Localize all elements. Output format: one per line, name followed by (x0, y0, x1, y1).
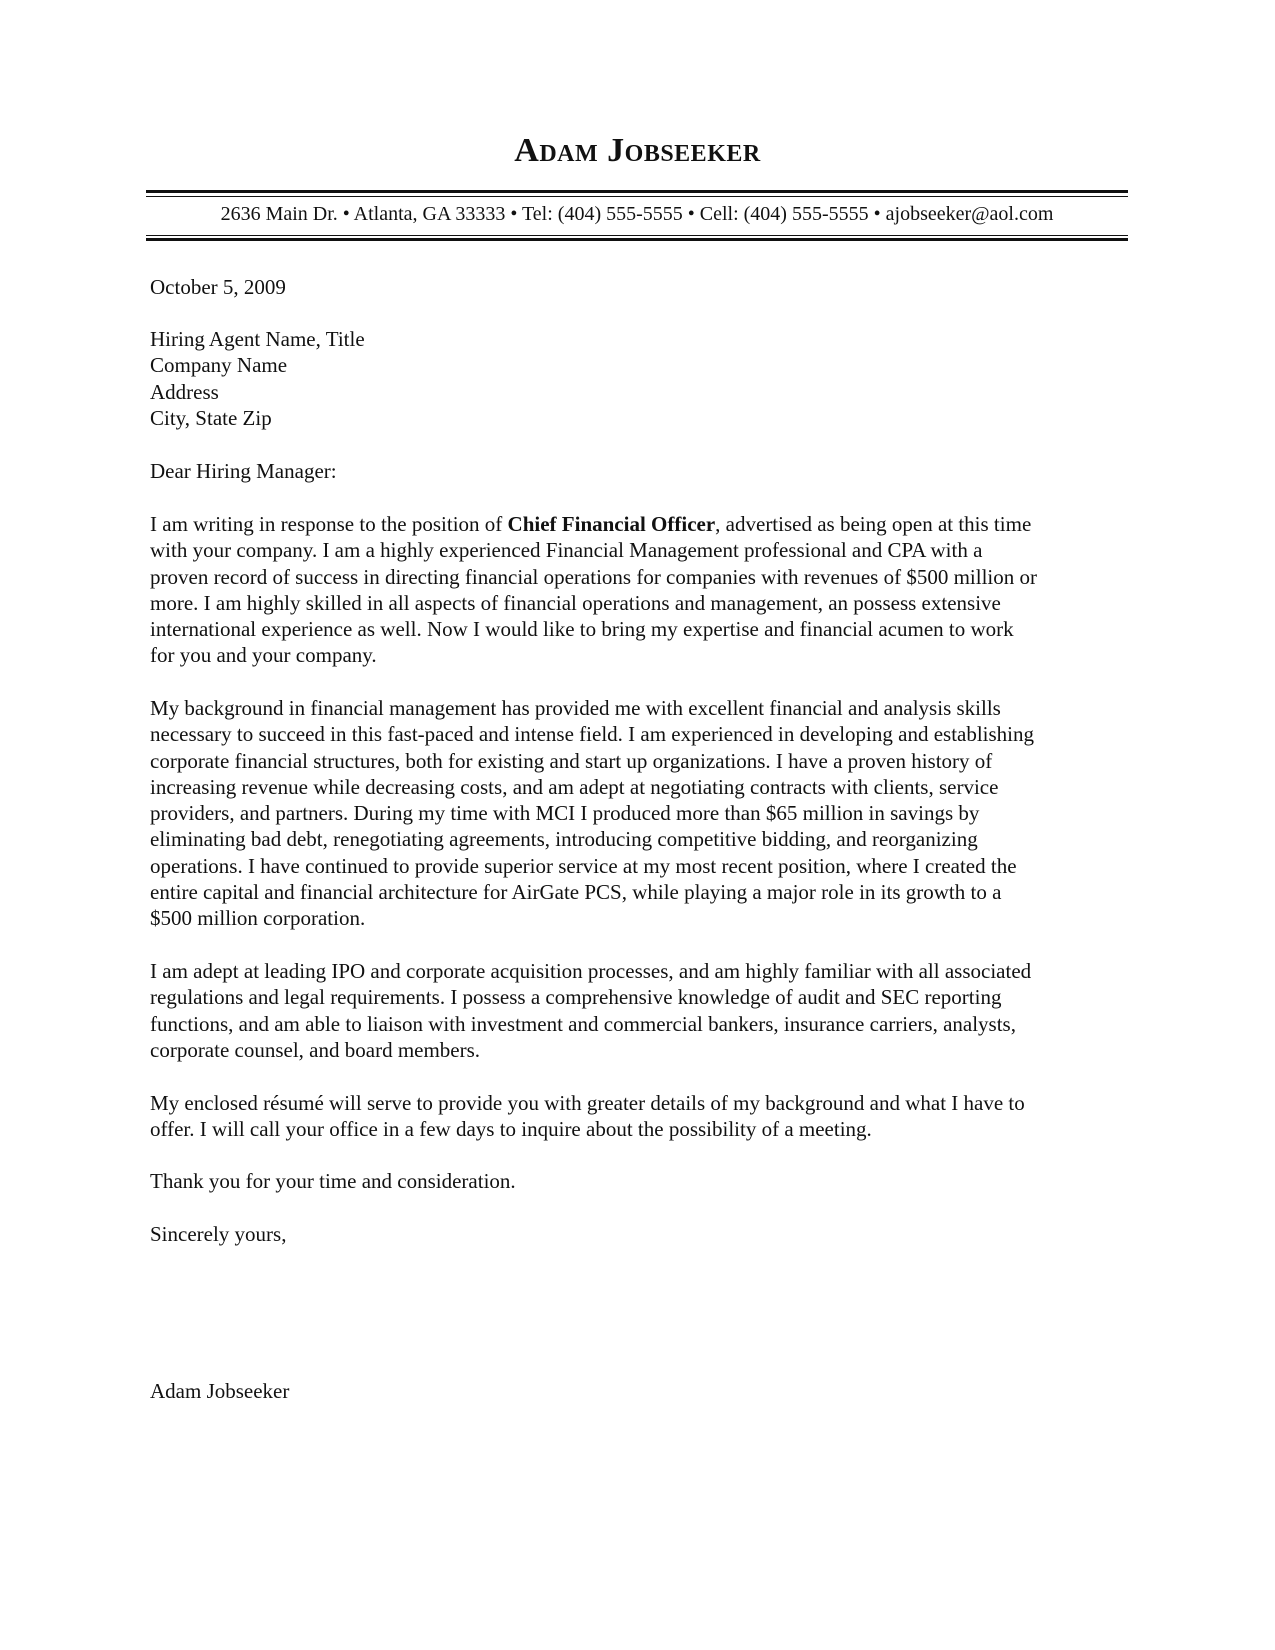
paragraph-line: necessary to succeed in this fast-paced and intense field. I am experienced in developing and establishing (150, 722, 1035, 747)
paragraph-line: eliminating bad debt, renegotiating agreements, introducing competitive bidding, and reorganizing (150, 827, 978, 852)
position-title: Chief Financial Officer (507, 512, 716, 536)
paragraph-line: proven record of success in directing financial operations for companies with revenues of $500 million or (150, 564, 1037, 589)
paragraph-line: operations. I have continued to provide superior service at my most recent position, where I created the (150, 853, 1017, 878)
paragraph-line: entire capital and financial architecture for AirGate PCS, while playing a major role in its growth to a (150, 880, 1002, 905)
signer-name: Adam Jobseeker (150, 1379, 290, 1403)
header-rule-bottom-thick (146, 238, 1128, 241)
header-rule-top-thin (146, 196, 1128, 197)
paragraph-line: $500 million corporation. (150, 906, 366, 931)
contact-info-line: 2636 Main Dr. • Atlanta, GA 33333 • Tel: (404) 555-5555 • Cell: (404) 555-5555 • ajobseeker@aol.com (220, 203, 1054, 225)
recipient-address-block (150, 326, 1130, 431)
paragraph-line: international experience as well. Now I would like to bring my expertise and financial acumen to work (150, 617, 1014, 642)
paragraph-intro (150, 511, 1130, 669)
recipient-company: Company Name (150, 353, 288, 378)
paragraph-line: corporate financial structures, both for existing and start up organizations. I have a proven history of (150, 748, 993, 773)
paragraph-line: offer. I will call your office in a few days to inquire about the possibility of a meeting. (150, 1117, 872, 1142)
paragraph-line: My background in financial management has provided me with excellent financial and analysis skills (150, 696, 1001, 720)
recipient-name-title: Hiring Agent Name, Title (150, 327, 365, 351)
paragraph-line: functions, and am able to liaison with investment and commercial bankers, insurance carriers, analysts, (150, 1011, 1016, 1036)
paragraph-line: providers, and partners. During my time with MCI I produced more than $65 million in savings by (150, 801, 980, 826)
paragraph-line: I am adept at leading IPO and corporate acquisition processes, and am highly familiar with all associated (150, 959, 1032, 983)
letter-date: October 5, 2009 (150, 275, 286, 299)
closing-line: Sincerely yours, (150, 1222, 287, 1246)
header-rule-top-thick (146, 190, 1128, 193)
paragraph-followup (150, 1090, 1130, 1143)
paragraph-line: increasing revenue while decreasing costs, and am adept at negotiating contracts with clients, service (150, 774, 999, 799)
text-run: , advertised as being open at this time (715, 512, 1032, 536)
recipient-address: Address (150, 379, 219, 404)
paragraph-line: My enclosed résumé will serve to provide you with greater details of my background and what I have to (150, 1091, 1025, 1115)
applicant-name-heading: Adam Jobseeker (514, 132, 761, 169)
paragraph-line: with your company. I am a highly experienced Financial Management professional and CPA with a (150, 538, 983, 563)
paragraph-line: corporate counsel, and board members. (150, 1037, 481, 1062)
paragraph-background (150, 695, 1130, 932)
paragraph-line: regulations and legal requirements. I possess a comprehensive knowledge of audit and SEC reporting (150, 985, 1002, 1010)
paragraph-line: for you and your company. (150, 643, 377, 668)
paragraph-line: more. I am highly skilled in all aspects of financial operations and management, an possess extensive (150, 590, 1001, 615)
header-rule-bottom-thin (146, 235, 1128, 236)
thank-you-line: Thank you for your time and consideration. (150, 1169, 516, 1193)
paragraph-expertise (150, 958, 1130, 1063)
salutation: Dear Hiring Manager: (150, 459, 337, 483)
recipient-city-state-zip: City, State Zip (150, 405, 272, 430)
paragraph-line (150, 511, 1130, 537)
text-run: I am writing in response to the position of (150, 512, 508, 536)
